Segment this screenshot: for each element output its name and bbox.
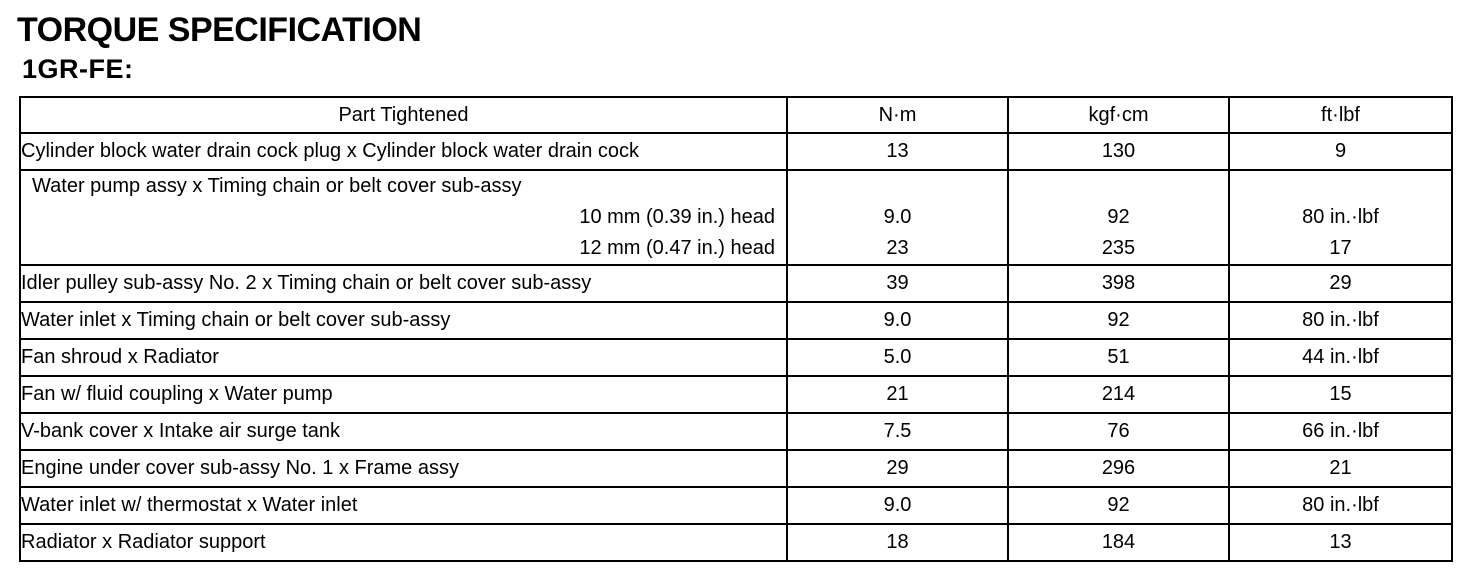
kgf-cm-cell: 76 (1008, 413, 1229, 450)
part-cell: Engine under cover sub-assy No. 1 x Frame assy (20, 450, 787, 487)
part-cell: Idler pulley sub-assy No. 2 x Timing chain or belt cover sub-assy (20, 265, 787, 302)
kgf-cm-value: 235 (1101, 237, 1136, 259)
part-cell: Fan w/ fluid coupling x Water pump (20, 376, 787, 413)
column-header-kgf-cm: kgf·cm (1008, 97, 1229, 133)
nm-cell: 29 (787, 450, 1008, 487)
ft-lbf-cell: 9 (1229, 133, 1452, 170)
nm-cell: 9.0 (787, 302, 1008, 339)
table-row (20, 524, 1452, 561)
kgf-cm-cell: 398 (1008, 265, 1229, 302)
ft-lbf-cell: 44 in.·lbf (1229, 339, 1452, 376)
part-cell: Cylinder block water drain cock plug x Cylinder block water drain cock (20, 133, 787, 170)
ft-lbf-cell: 29 (1229, 265, 1452, 302)
ft-lbf-cell: 21 (1229, 450, 1452, 487)
sub-part-label: 12 mm (0.47 in.) head (579, 237, 775, 259)
nm-cell: 21 (787, 376, 1008, 413)
nm-cell: 5.0 (787, 339, 1008, 376)
kgf-cm-cell: 92 (1008, 302, 1229, 339)
page-title: TORQUE SPECIFICATION (17, 11, 422, 49)
ft-lbf-value: 80 in.·lbf (1302, 206, 1379, 228)
column-header-nm: N·m (787, 97, 1008, 133)
torque-table (19, 96, 1453, 562)
kgf-cm-cell: 214 (1008, 376, 1229, 413)
table-row (20, 450, 1452, 487)
kgf-cm-cell: 130 (1008, 133, 1229, 170)
kgf-cm-cell: 296 (1008, 450, 1229, 487)
ft-lbf-cell: 80 in.·lbf (1229, 302, 1452, 339)
kgf-cm-value: 92 (1107, 206, 1130, 228)
ft-lbf-cell: 80 in.·lbf (1229, 487, 1452, 524)
part-cell (20, 170, 787, 265)
column-header-ft-lbf: ft·lbf (1229, 97, 1452, 133)
ft-lbf-cell: 15 (1229, 376, 1452, 413)
ft-lbf-cell: 13 (1229, 524, 1452, 561)
kgf-cm-cell: 51 (1008, 339, 1229, 376)
ft-lbf-cell: 66 in.·lbf (1229, 413, 1452, 450)
table-row (20, 376, 1452, 413)
table-row (20, 265, 1452, 302)
nm-cell: 7.5 (787, 413, 1008, 450)
nm-value: 23 (886, 237, 909, 259)
nm-cell: 9.0 (787, 487, 1008, 524)
table-row (20, 170, 1452, 265)
part-label: Water pump assy x Timing chain or belt cover sub-assy (32, 175, 522, 197)
nm-cell: 18 (787, 524, 1008, 561)
table-row (20, 302, 1452, 339)
kgf-cm-cell: 92 (1008, 487, 1229, 524)
kgf-cm-cell: 184 (1008, 524, 1229, 561)
part-cell: Fan shroud x Radiator (20, 339, 787, 376)
part-cell: Water inlet w/ thermostat x Water inlet (20, 487, 787, 524)
kgf-cm-cell (1008, 170, 1229, 265)
nm-cell: 39 (787, 265, 1008, 302)
part-cell: V-bank cover x Intake air surge tank (20, 413, 787, 450)
part-cell: Water inlet x Timing chain or belt cover sub-assy (20, 302, 787, 339)
table-row (20, 487, 1452, 524)
header-row (20, 97, 1452, 133)
ft-lbf-value: 17 (1329, 237, 1352, 259)
table-row (20, 133, 1452, 170)
table-row (20, 413, 1452, 450)
engine-heading: 1GR-FE: (22, 54, 134, 84)
nm-value: 9.0 (883, 206, 912, 228)
nm-cell (787, 170, 1008, 265)
ft-lbf-cell (1229, 170, 1452, 265)
nm-cell: 13 (787, 133, 1008, 170)
table-row (20, 339, 1452, 376)
column-header-part: Part Tightened (20, 97, 787, 133)
part-cell: Radiator x Radiator support (20, 524, 787, 561)
sub-part-label: 10 mm (0.39 in.) head (579, 206, 775, 228)
